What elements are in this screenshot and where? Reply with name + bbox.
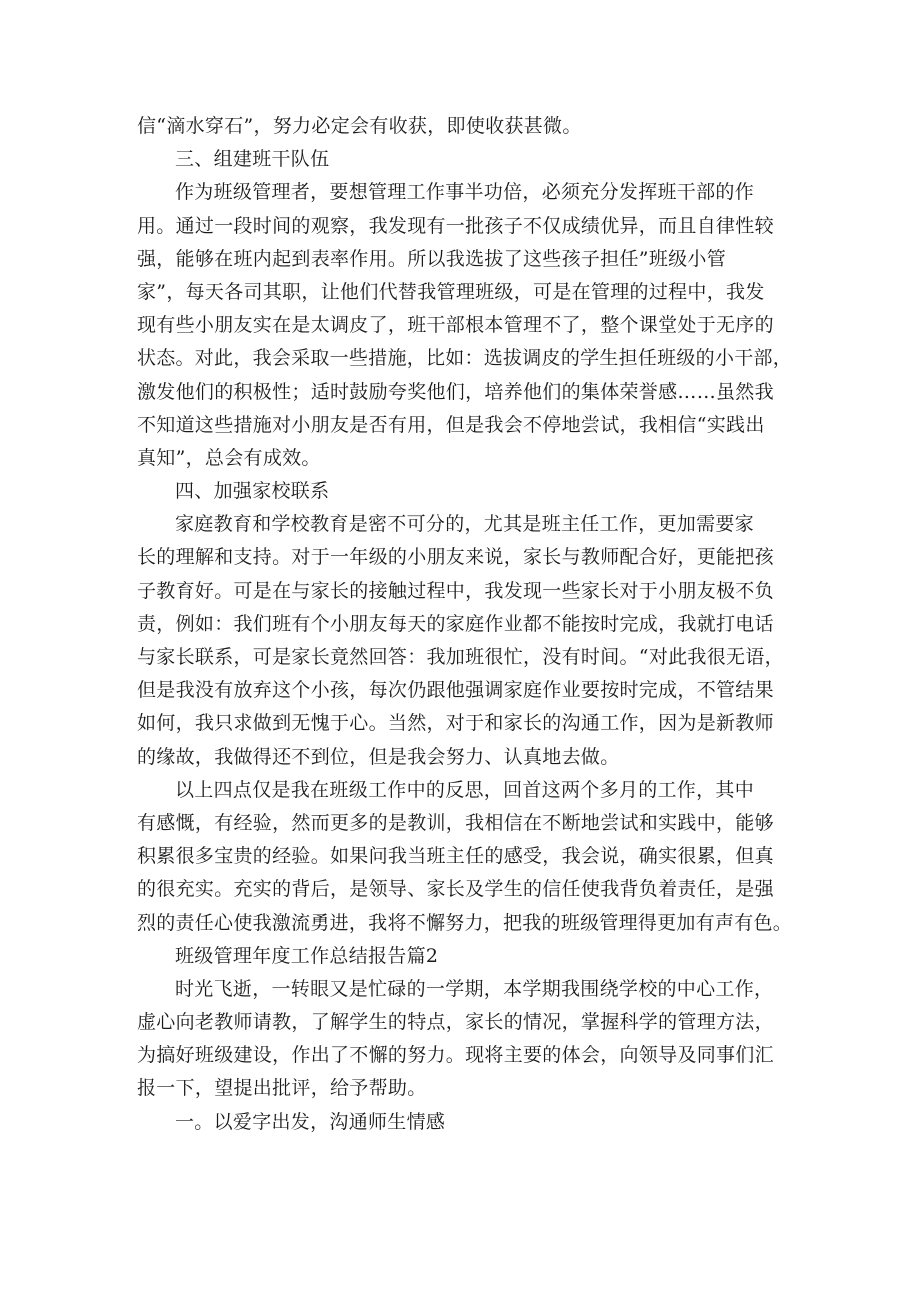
text-line: 与家长联系，可是家长竟然回答：我加班很忙，没有时间。“对此我很无语， xyxy=(137,646,784,668)
text-line: 家”，每天各司其职，让他们代替我管理班级，可是在管理的过程中，我发 xyxy=(137,280,765,303)
text-line: 长的理解和支持。对于一年级的小朋友来说，家长与教师配合好，更能把孩 xyxy=(137,546,774,569)
text-line: 家庭教育和学校教育是密不可分的，尤其是班主任工作，更加需要家 xyxy=(175,513,755,536)
text-line: 时光飞逝，一转眼又是忙碌的一学期，本学期我围绕学校的中心工作， xyxy=(175,977,774,1000)
text-line: 的缘故，我做得还不到位，但是我会努力、认真地去做。 xyxy=(137,745,620,768)
text-line: 现有些小朋友实在是太调皮了，班干部根本管理不了，整个课堂处于无序的 xyxy=(137,314,774,337)
text-line: 报一下，望提出批评，给予帮助。 xyxy=(137,1077,427,1100)
text-line: 虚心向老教师请教，了解学生的特点，家长的情况，掌握科学的管理方法， xyxy=(137,1011,774,1034)
document-body xyxy=(137,110,792,1139)
text-line: 但是我没有放弃这个小孩，每次仍跟他强调家庭作业要按时完成，不管结果 xyxy=(137,679,774,702)
text-line: 为搞好班级建设，作出了不懈的努力。现将主要的体会，向领导及同事们汇 xyxy=(137,1044,774,1067)
text-line: 的很充实。充实的背后，是领导、家长及学生的信任使我背负着责任，是强 xyxy=(137,878,774,901)
text-line: 责，例如：我们班有个小朋友每天的家庭作业都不能按时完成，我就打电话 xyxy=(137,612,774,635)
text-line: 信“滴水穿石”，努力必定会有收获，即使收获甚微。 xyxy=(137,115,582,137)
section-heading-4: 四、加强家校联系 xyxy=(175,480,330,503)
text-line: 状态。对此，我会采取一些措施，比如：选拔调皮的学生担任班级的小干部， xyxy=(137,347,792,370)
text-line: 强，能够在班内起到表率作用。所以我选拔了这些孩子担任”班级小管 xyxy=(137,247,727,270)
text-line: 不知道这些措施对小朋友是否有用，但是我会不停地尝试，我相信“实践出 xyxy=(137,413,765,436)
section-heading-3: 三、组建班干队伍 xyxy=(175,148,330,171)
text-line: 作为班级管理者，要想管理工作事半功倍，必须充分发挥班干部的作 xyxy=(175,181,755,204)
text-line: 烈的责任心使我激流勇进，我将不懈努力，把我的班级管理得更加有声有色。 xyxy=(137,911,792,934)
text-line: 积累很多宝贵的经验。如果问我当班主任的感受，我会说，确实很累，但真 xyxy=(137,845,774,868)
article-title-part-2: 班级管理年度工作总结报告篇2 xyxy=(175,944,439,967)
text-line: 真知”，总会有成效。 xyxy=(137,446,321,469)
text-line: 激发他们的积极性；适时鼓励夸奖他们，培养他们的集体荣誉感……虽然我 xyxy=(137,380,774,403)
text-line: 子教育好。可是在与家长的接触过程中，我发现一些家长对于小朋友极不负 xyxy=(137,579,774,602)
text-line: 用。通过一段时间的观察，我发现有一批孩子不仅成绩优异，而且自律性较 xyxy=(137,214,774,237)
text-line: 以上四点仅是我在班级工作中的反思，回首这两个多月的工作，其中 xyxy=(175,778,755,801)
text-line: 如何，我只求做到无愧于心。当然，对于和家长的沟通工作，因为是新教师 xyxy=(137,712,774,735)
section-heading-1: 一。以爱字出发，沟通师生情感 xyxy=(175,1110,446,1133)
text-line: 有感慨，有经验，然而更多的是教训，我相信在不断地尝试和实践中，能够 xyxy=(137,811,774,834)
